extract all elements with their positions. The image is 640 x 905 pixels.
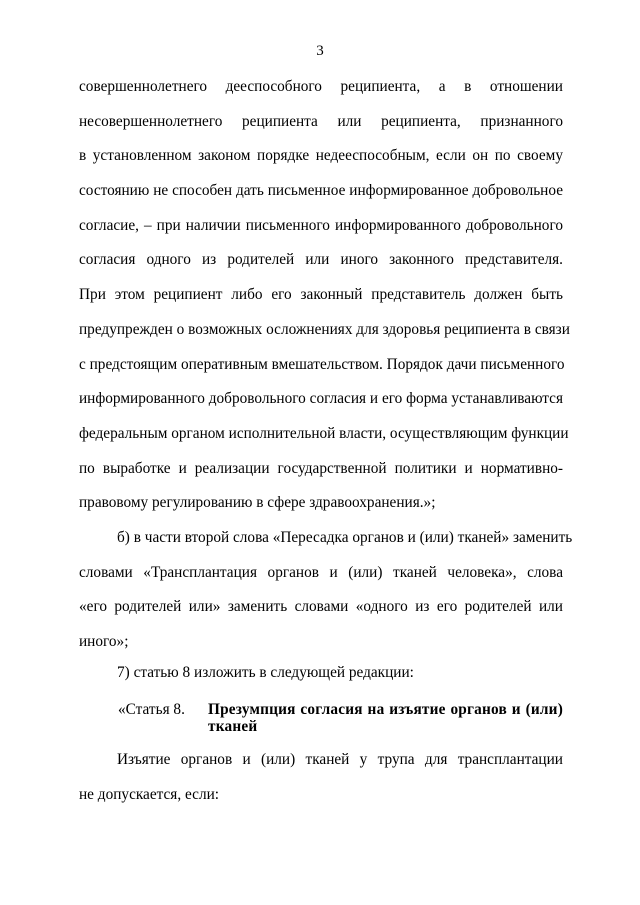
text-line: в установленном законом порядке недееспособным, если он по своему [79,147,563,165]
article-number: «Статья 8. [118,701,185,718]
text-line: с предстоящим оперативным вмешательством. Порядок дачи письменного [79,355,565,373]
text-line: несовершеннолетнего реципиента или реципиента, признанного [79,112,563,130]
page-number: 3 [316,43,324,59]
text-line: предупрежден о возможных осложнениях для здоровья реципиента в связи [79,320,570,338]
text-line: «его родителей или» заменить словами «одного из его родителей или [79,598,563,616]
paragraph-item-b [79,527,573,666]
text-line: словами «Трансплантация органов и (или) тканей человека», слова [79,563,563,581]
text-line: 7) статью 8 изложить в следующей редакции: [117,664,414,681]
text-line: совершеннолетнего дееспособного реципиента, а в отношении [79,78,563,95]
text-line: согласие, – при наличии письменного информированного добровольного [79,216,563,234]
text-line: по выработке и реализации государственной политики и нормативно- [79,459,563,477]
text-line: иного»; [79,633,129,651]
text-line: согласия одного из родителей или иного законного представителя. [79,251,563,269]
text-line: б) в части второй слова «Пересадка органов и (или) тканей» заменить [117,529,573,546]
text-line: При этом реципиент либо его законный представитель должен быть [79,286,563,304]
article-title: Презумпция согласия на изъятие органов и (или) тканей [208,701,563,735]
text-line: не допускается, если: [79,785,220,803]
text-line: Изъятие органов и (или) тканей у трупа для трансплантации [117,751,563,768]
text-line: федеральным органом исполнительной власти, осуществляющим функции [79,424,569,442]
paragraph-item-7 [79,662,563,697]
text-line: состоянию не способен дать письменное информированное добровольное [79,182,563,200]
text-line: правовому регулированию в сфере здравоохранения.»; [79,494,436,512]
paragraph-continuation [79,76,570,527]
text-line: информированного добровольного согласия и его форма устанавливаются [79,390,563,408]
paragraph-article-body [79,749,563,818]
